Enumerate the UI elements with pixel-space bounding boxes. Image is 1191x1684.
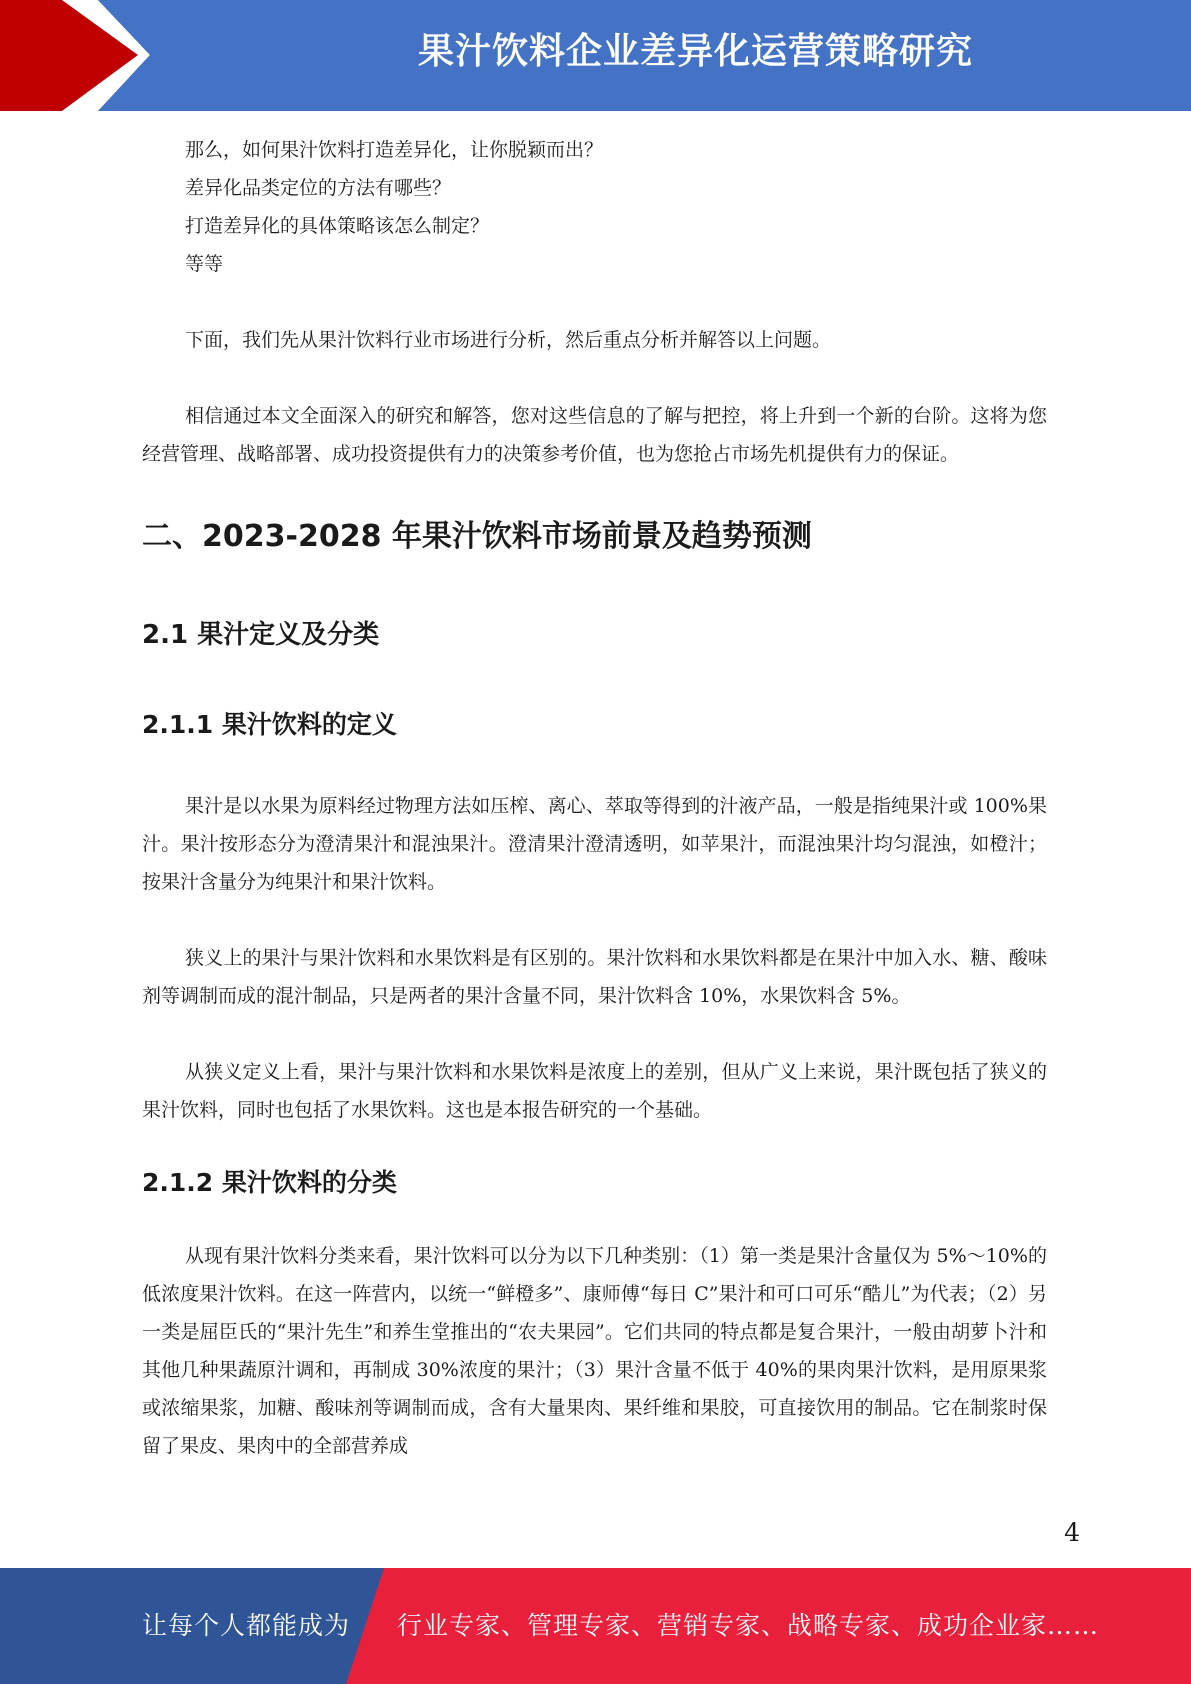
page-number: 4 xyxy=(1064,1518,1080,1547)
subsection-heading-2-1-2: 2.1.2 果汁饮料的分类 xyxy=(142,1168,397,1197)
subsection-heading-2-1-1: 2.1.1 果汁饮料的定义 xyxy=(142,710,397,739)
report-title: 果汁饮料企业差异化运营策略研究报告 xyxy=(417,31,973,176)
definition-paragraph: 狭义上的果汁与果汁饮料和水果饮料是有区别的。果汁饮料和水果饮料都是在果汁中加入水、糖、酸味剂等调制而成的混汁制品，只是两者的果汁含量不同，果汁饮料含 10%，水果饮料含 5%。 xyxy=(142,947,1047,1007)
question-item: 那么，如何果汁饮料打造差异化，让你脱颖而出？ xyxy=(185,139,604,161)
intro-paragraph: 下面，我们先从果汁饮料行业市场进行分析，然后重点分析并解答以上问题。 xyxy=(185,329,832,351)
definition-paragraph: 从狭义定义上看，果汁与果汁饮料和水果饮料是浓度上的差别，但从广义上来说，果汁既包括了狭义的果汁饮料，同时也包括了水果饮料。这也是本报告研究的一个基础。 xyxy=(142,1061,1047,1121)
question-item: 等等 xyxy=(185,253,224,275)
question-item: 差异化品类定位的方法有哪些？ xyxy=(185,177,452,199)
section-heading-2: 二、2023-2028 年果汁饮料市场前景及趋势预测 xyxy=(142,519,812,554)
page-content xyxy=(142,131,1047,1465)
footer-slogan-left: 让每个人都能成为 xyxy=(142,1611,351,1640)
subsection-heading-2-1: 2.1 果汁定义及分类 xyxy=(142,620,380,650)
footer-slogan-right: 行业专家、管理专家、营销专家、战略专家、成功企业家…… xyxy=(397,1611,1100,1640)
question-list xyxy=(142,131,1047,283)
footer-banner xyxy=(0,1568,1191,1684)
intro-paragraph: 相信通过本文全面深入的研究和解答，您对这些信息的了解与把控，将上升到一个新的台阶。这将为您经营管理、战略部署、成功投资提供有力的决策参考价值，也为您抢占市场先机提供有力的保证。 xyxy=(142,405,1047,465)
definition-paragraph: 果汁是以水果为原料经过物理方法如压榨、离心、萃取等得到的汁液产品，一般是指纯果汁或 100%果汁。果汁按形态分为澄清果汁和混浊果汁。澄清果汁澄清透明，如苹果汁，而混浊果汁均匀混浊，如橙汁；按果汁含量分为纯果汁和果汁饮料。 xyxy=(142,795,1047,893)
question-item: 打造差异化的具体策略该怎么制定？ xyxy=(185,215,490,237)
classification-paragraph: 从现有果汁饮料分类来看，果汁饮料可以分为以下几种类别：（1）第一类是果汁含量仅为 5%～10%的低浓度果汁饮料。在这一阵营内，以统一“鲜橙多”、康师傅“每日 C”果汁和可口可乐“酷儿”为代表；（2）另一类是屈臣氏的“果汁先生”和养生堂推出的“农夫果园”。它们共同的特点都是复合果汁，一般由胡萝卜汁和其他几种果蔬原汁调和，再制成 30%浓度的果汁；（3）果汁含量不低于 40%的果肉果汁饮料，是用原果浆或浓缩果浆，加糖、酸味剂等调制而成，含有大量果肉、果纤维和果胶，可直接饮用的制品。它在制浆时保留了果皮、果肉中的全部营养成 xyxy=(142,1245,1047,1457)
